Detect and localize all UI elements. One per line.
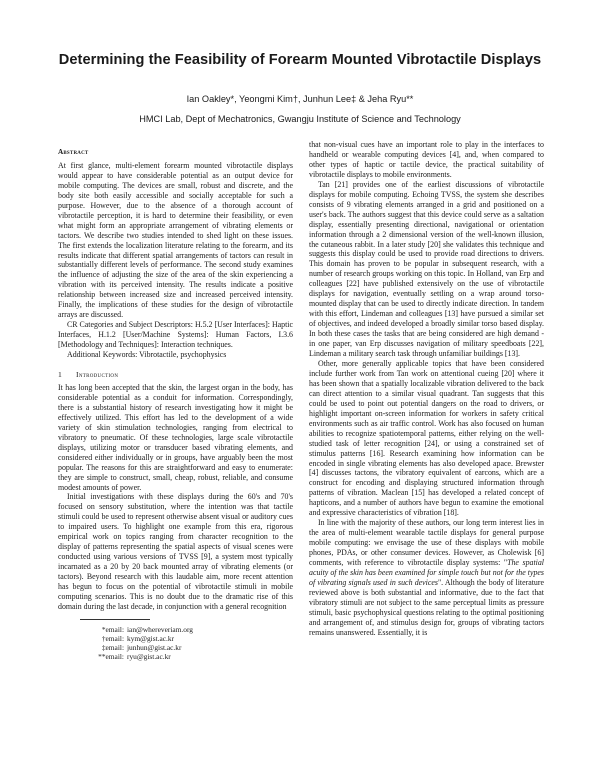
author-list: Ian Oakley*, Yeongmi Kim†, Junhun Lee‡ & Jeha Ryu** xyxy=(186,94,414,104)
cr-categories: CR Categories and Subject Descriptors: H.5.2 [User Interfaces]: Haptic Interfaces, H.1.2 [User/Machine Systems]: Human Factors, I.3.6 [Methodology and Techniques]: Interaction techniques. xyxy=(58,320,293,350)
intro-paragraph-2: Initial investigations with these displays during the 60's and 70's focused on sensory substitution, where the intention was that tactile stimuli could be used to represent otherwise absent visual or auditory cues to impaired users. To highlight one example from this era, rigorous empirical work on topics ranging from character recognition to the display of patterns representing the spatial aspects of visual scenes were conducted using various versions of TVSS [9], a system most typically incarnated as a 20 by 20 back mounted array of vibrating elements (or tactors). Beyond research with this laudable aim, more recent attention has begun to focus on the potential of vibrotactile stimuli in mobile computing scenarios. This is no doubt due to the dramatic rise of this domain during the last decade, in conjunction with a general recognition xyxy=(58,492,293,611)
footnote: *email: ian@whereveriam.org xyxy=(101,624,193,634)
paper-title: Determining the Feasibility of Forearm Mounted Vibrotactile Displays xyxy=(58,52,542,68)
footnote: †email: kym@gist.ac.kr xyxy=(101,633,175,643)
right-column xyxy=(309,140,544,638)
body-paragraph: Tan [21] provides one of the earliest discussions of vibrotactile displays for mobile computing. Echoing TVSS, the system she describes consists of 9 vibrating elements arranged in a grid and positioned on a user's back. The authors suggest that this device could serve as a saltation display, essentially presenting directional, navigational or orientation information through a 2 dimensional version of the well-known illusion, the cutaneous rabbit. In a later study [20] she validates this technique and suggests this display could be used to provide road directions to drivers. This domain has proven to be popular in subsequent research, with a number of research groups working on this topic. In Holland, van Erp and colleagues [22] have published extensively on the use of vibrotactile displays for navigation, eventually settling on a wrap around torso-mounted display that can be used to directly indicate direction. In tandem with this effort, Lindeman and colleagues [13] have pursued a similar set of objectives, and indeed developed a broadly similar torso based display. In both these cases the tasks that are being considered are high demand - in one paper, van Erp discusses navigation of military speedboats [22], Lindeman a military search task through unfamiliar buildings [13]. xyxy=(309,179,544,359)
section-number: 1 xyxy=(58,370,63,380)
body-paragraph: In line with the majority of these authors, our long term interest lies in the area of multi-element wearable tactile displays for general purpose mobile computing: we envisage the use of these displays with mobile phones, PDAs, or other consumer devices. However, as Cholewisk [6] comments, with reference to vibrotactile display systems: "The spatial acuity of the skin has been examined for simple touch but not for the types of vibrating signals used in such devices". Although the body of literature reviewed above is both substantial and informative, due to the fact that vibratory stimuli are not subject to the same perceptual limits as pressure stimuli, basic psychophysical questions relating to the optimal positioning and arrangement of, and stimulus design for, groups of vibrating tactors remains unanswered. Essentially, it is xyxy=(309,518,544,637)
footnote: ‡email: junhun@gist.ac.kr xyxy=(101,642,182,652)
body-paragraph: that non-visual cues have an important role to play in the interfaces to handheld or wearable computing devices [4], and, when compared to other types of haptic or tactile device, the practical suitability of vibrotactile displays to mobile environments. xyxy=(309,140,544,179)
section-title: Introduction xyxy=(76,370,119,380)
affiliation: HMCI Lab, Dept of Mechatronics, Gwangju Institute of Science and Technology xyxy=(139,114,461,124)
abstract-text: At first glance, multi-element forearm mounted vibrotactile displays would appear to have considerable potential as an output device for mobile computing. The devices are small, robust and discrete, and the body site both easily accessible and socially acceptable for such a purpose. However, due to the absence of a thorough account of vibrotactile perception, it is hard to determine their feasibility, or even what might form an appropriate arrangement of vibrating elements or tactors. We describe two studies intended to shed light on these issues. The first extends the localization literature relating to the forearm, and its results indicate that different spatial arrangements of tactors can result in substantially different levels of performance. The second study examines the influence of adjusting the size of the area of the skin experiencing a vibration with its perceived intensity. The results indicate a positive relationship between increased size and increased perceived intensity. Finally, the implications of these studies for the design of vibrotactile arrays are discussed. xyxy=(58,160,293,320)
footnotes xyxy=(58,625,293,661)
abstract-heading: Abstract xyxy=(58,148,89,156)
keywords: Additional Keywords: Vibrotactile, psychophysics xyxy=(67,350,227,360)
footnote-divider xyxy=(80,619,150,620)
section-heading-introduction xyxy=(58,370,293,380)
intro-paragraph-1: It has long been accepted that the skin, the largest organ in the body, has considerable potential as a conduit for information. Correspondingly, there is a substantial history of research investigating how it might be effectively utilized. This effort has led to the development of a wide variety of skin stimulation technologies, ranging from electrical to vibratory to pneumatic. Of these technologies, large scale vibrotactile displays, utilizing motor or transducer based vibrating elements, and considered either individually or in groups, have arguably been the most popular. The reasons for this are straightforward and easy to enumerate: they are simple to construct, small, cheap, robust, reliable, and consume modest amounts of power. xyxy=(58,382,293,492)
quotation: The spatial acuity of the skin has been examined for simple touch but not for the types of vibrating signals used in such devices xyxy=(309,558,544,587)
body-paragraph: Other, more generally applicable topics that have been considered include further work from Tan work on attentional cueing [20] where it has been shown that a spatially localizable vibration delivered to the back can direct attention to a similar visual quadrant. Tan suggests that this could be used to point out potential dangers on the road to drivers, or highlight important on-screen information for workers in safety critical environments such as air traffic control. Work has also focused on human abilities to recognize spatiotemporal patterns, either relying on the well-studied task of letter recognition [24], or using a constrained set of stimulus patterns [16]. Research examining how information can be encoded in single vibrating elements has also developed apace. Brewster [4] discusses tactons, the vibratory equivalent of earcons, which are a construct for encoding and displaying structured information through patterns of vibration. Maclean [15] has developed a related concept of hapticons, and a number of authors have begun to examine the emotional and expressive characteristics of vibration [18]. xyxy=(309,358,544,518)
footnote: **email: ryu@gist.ac.kr xyxy=(98,651,171,661)
left-column xyxy=(58,148,293,661)
